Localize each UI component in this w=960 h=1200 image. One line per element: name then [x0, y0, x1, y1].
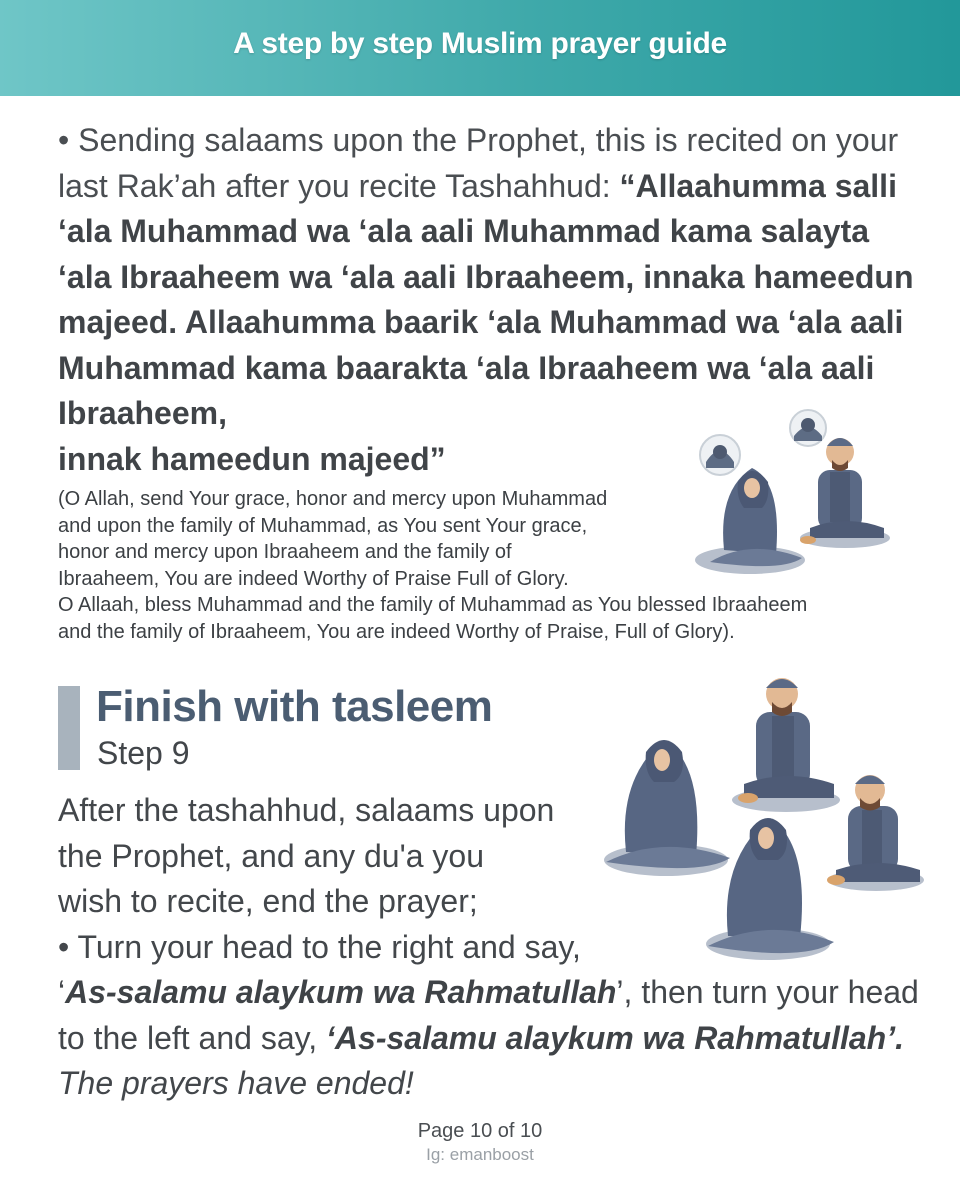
body-line: • Turn your head to the right and say,: [58, 928, 581, 965]
section-title: Finish with tasleem: [96, 682, 493, 731]
body-line: , then turn your head to the left and say,: [58, 974, 919, 1056]
header-banner: [0, 0, 960, 96]
body-line: wish to recite, end the prayer;: [58, 883, 478, 919]
page-number: Page 10 of 10: [417, 1120, 543, 1142]
quote-mark: ‘: [58, 974, 66, 1010]
translation-line: O Allaah, bless Muhammad and the family of Muhammad as You blessed Ibraaheem: [58, 594, 808, 616]
tasleem-instructions: [58, 788, 928, 1107]
quote-mark: ’: [616, 974, 624, 1010]
page-title: A step by step Muslim prayer guide: [233, 27, 727, 60]
body-line: the Prophet, and any du'a you: [58, 837, 484, 874]
head-turn-left-inset: [700, 435, 740, 475]
tasleem-phrase-right: As-salamu alaykum wa Rahmatullah: [65, 974, 617, 1010]
translation-line: and upon the family of Muhammad, as You sent Your grace,: [58, 514, 588, 537]
translation-line: and the family of Ibraaheem, You are indeed Worthy of Praise, Full of Glory).: [58, 620, 735, 643]
instagram-handle: Ig: emanboost: [426, 1145, 534, 1164]
salawat-arabic-transliteration: “Allaahumma salli ‘ala Muhammad wa ‘ala aali Muhammad kama salayta ‘ala Ibraaheem wa ‘ala aali Ibraaheem, innaka hameedun majeed. Allaahumma baarik ‘ala Muhammad wa ‘ala aali Muhammad kama baarakta ‘ala Ibraaheem wa ‘ala aali Ibraaheem,: [58, 167, 914, 431]
praying-couple-illustration: [690, 400, 902, 580]
section-accent-bar: [58, 686, 80, 770]
section-step-label: Step 9: [97, 735, 190, 771]
salawat-arabic-ending: innak hameedun majeed”: [58, 440, 446, 477]
closing-sentence: The prayers have ended!: [58, 1065, 414, 1101]
salawat-intro: • Sending salaams upon the Prophet, this is recited on your last Rak’ah after you recite Tashahhud:: [58, 122, 899, 204]
translation-line: Ibraaheem, You are indeed Worthy of Praise Full of Glory.: [58, 567, 569, 590]
head-turn-right-inset: [790, 410, 826, 446]
translation-line: (O Allah, send Your grace, honor and mercy upon Muhammad: [58, 488, 608, 510]
woman-figure: [695, 468, 805, 574]
man-figure: [800, 438, 890, 548]
translation-line: honor and mercy upon Ibraaheem and the family of: [58, 541, 512, 563]
body-line: After the tashahhud, salaams upon: [58, 792, 555, 828]
tasleem-phrase-left: ‘As-salamu alaykum wa Rahmatullah’.: [326, 1019, 904, 1056]
